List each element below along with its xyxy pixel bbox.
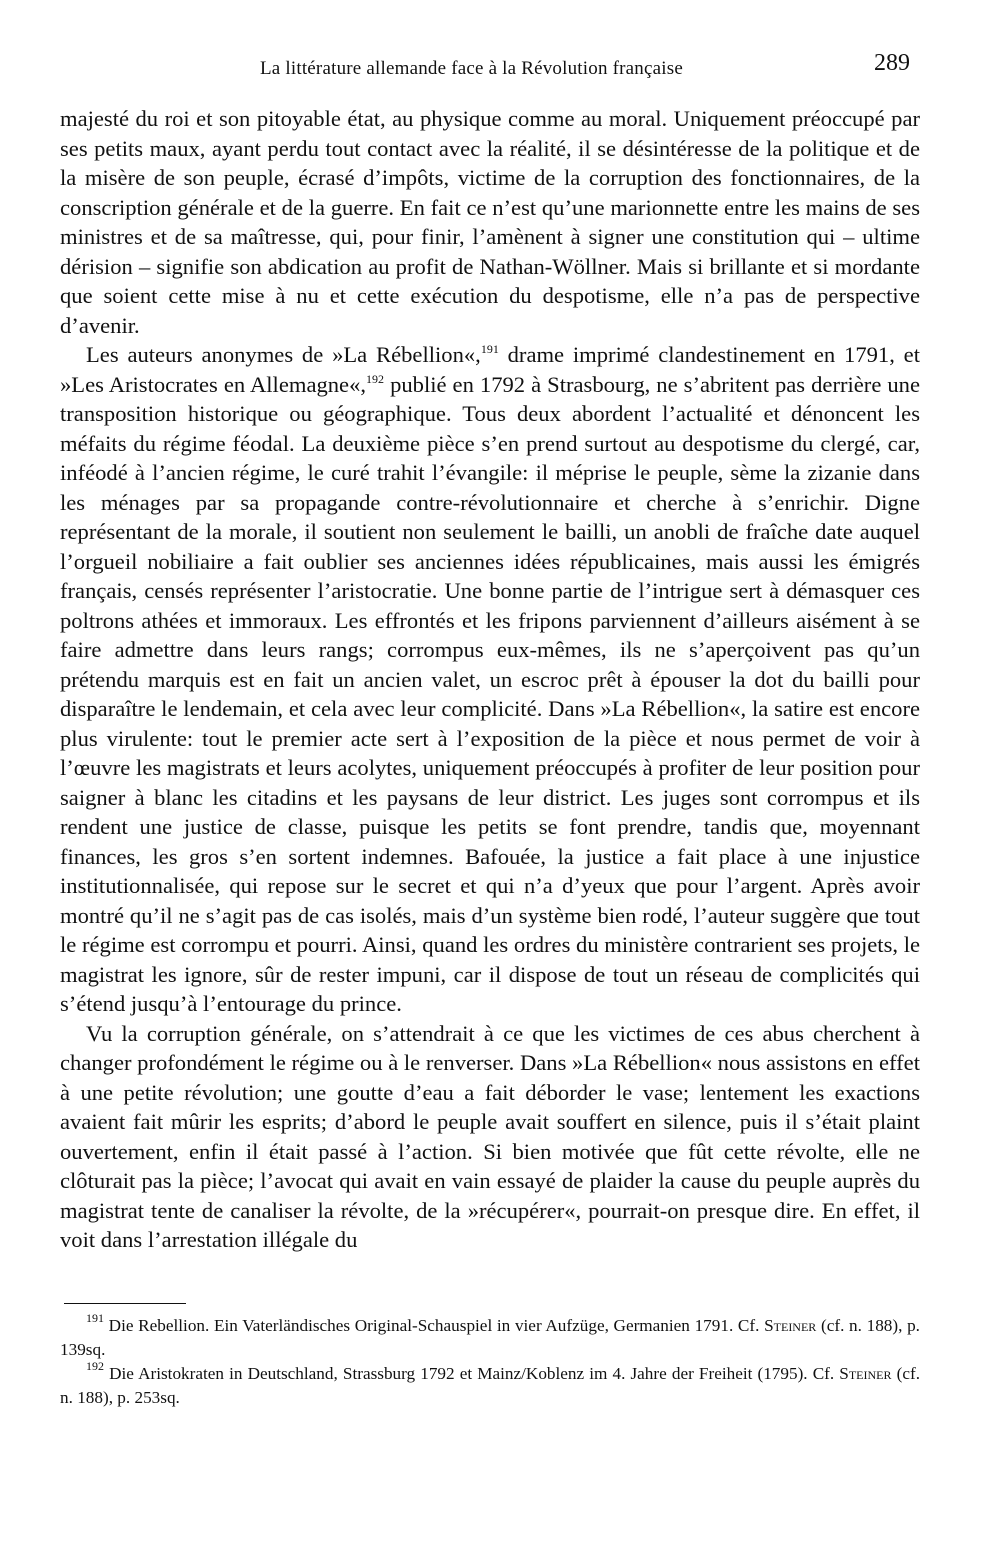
main-text <box>60 104 920 1255</box>
paragraph-2 <box>60 340 920 1019</box>
footnote-192-author: Steiner <box>839 1364 892 1383</box>
paragraph-1: majesté du roi et son pitoyable état, au physique comme au moral. Uniquement préoccupé par ses petits maux, ayant perdu tout contact avec la réalité, il se désintéresse de la politique et de la misère de son peuple, écrasé d’impôts, victime de la corruption des fonctionnaires, de la conscription générale et de la guerre. En fait ce n’est qu’une marionnette entre les mains de ses ministres et de sa maîtresse, qui, pour finir, l’amènent à signer une constitution qui – ultime dérision – signifie son abdication au profit de Nathan-Wöllner. Mais si brillante et si mordante que soient cette mise à nu et cette exécution du despotisme, elle n’a pas de perspective d’avenir. <box>60 106 920 338</box>
footnote-191-ref: (cf. n. 188), p. 139sq. <box>60 1316 920 1359</box>
footnote-number-192: 192 <box>86 1359 104 1373</box>
footnote-ref-192: 192 <box>366 371 385 386</box>
running-title: La littérature allemande face à la Révolution française <box>260 58 683 79</box>
paragraph-2-part-b: drame imprimé clandestinement en 1791, et »Les Aristocrates en Allemagne«, <box>60 342 920 397</box>
footnote-191 <box>60 1311 920 1362</box>
footnote-191-text: Die Rebellion. Ein Vaterländisches Original-Schauspiel in vier Aufzüge, Germanien 1791. Cf. <box>104 1316 765 1335</box>
footnote-192-text: Die Aristokraten in Deutschland, Strassburg 1792 et Mainz/Koblenz im 4. Jahre der Freiheit (1795). Cf. <box>104 1364 840 1383</box>
footnote-ref-191: 191 <box>480 342 499 356</box>
page-number: 289 <box>874 50 910 76</box>
footnotes <box>60 1311 920 1410</box>
paragraph-2-part-c: publié en 1792 à Strasbourg, ne s’abritent pas derrière une transposition historique ou géographique. Tous deux abordent l’actualité et dénoncent les méfaits du régime féodal. La deuxième pièce s’en prend surtout au despotisme du clergé, car, inféodé à l’ancien régime, le curé trahit l’évangile: il méprise le peuple, sème la zizanie dans les ménages par sa propagande contre-révolutionnaire et cherche à s’enrichir. Digne représentant de la morale, il soutient non seulement le bailli, un anobli de fraîche date auquel l’orgueil nobiliaire a fait oublier ses anciennes idées républicaines, mais aussi les émigrés français, censés représenter l’aristocratie. Une bonne partie de l’intrigue sert à démasquer ces poltrons athées et immoraux. Les effrontés et les fripons parviennent d’ailleurs aisément à se faire admettre dans leurs rangs; corrompus eux-mêmes, ils ne s’aperçoivent pas qu’un prétendu marquis est en fait un ancien valet, un escroc prêt à épouser la dot du bailli pour disparaître le lendemain, et cela avec leur complicité. Dans »La Rébellion«, la satire est encore plus virulente: tout le premier acte sert à l’exposition de la pièce et nous permet de voir à l’œuvre les magistrats et leurs acolytes, uniquement préoccupés à profiter de leur position pour saigner à blanc les citadins et les paysans de leur district. Les juges sont corrompus et ils rendent une justice de classe, puisque les petits se font prendre, tandis que, moyennant finances, les gros s’en sortent indemnes. Bafouée, la justice a fait place à une injustice institutionnalisée, qui repose sur le secret et qui n’a d’yeux que pour l’argent. Après avoir montré qu’il ne s’agit pas de cas isolés, mais d’un système bien rodé, l’auteur suggère que tout le régime est corrompu et pourri. Ainsi, quand les ordres du ministère contrarient ses projets, le magistrat les ignore, sûr de rester impuni, car il dispose de tout un réseau de complicités qui s’étend jusqu’à l’entourage du prince. <box>60 371 920 1016</box>
footnote-191-author: Steiner <box>764 1316 817 1335</box>
footnote-number-191: 191 <box>86 1311 104 1325</box>
footnote-192-ref: (cf. n. 188), p. 253sq. <box>60 1364 920 1407</box>
paragraph-3: Vu la corruption générale, on s’attendrait à ce que les victimes de ces abus cherchent à changer profondément le régime ou à le renverser. Dans »La Rébellion« nous assistons en effet à une petite révolution; une goutte d’eau a fait déborder le vase; lentement les exactions avaient fait mûrir les esprits; d’abord le peuple avait souffert en silence, puis il s’était plaint ouvertement, enfin il était passé à l’action. Si bien motivée que fût cette révolte, elle ne clôturait pas la pièce; l’avocat qui avait en vain essayé de plaider la cause du peuple auprès du magistrat tente de canaliser la révolte, de la »récupérer«, pourrait-on presque dire. En effet, il voit dans l’arrestation illégale du <box>60 1020 920 1252</box>
paragraph-2-part-a: Les auteurs anonymes de »La Rébellion«, <box>86 342 481 367</box>
page-header <box>60 50 920 82</box>
footnote-192 <box>60 1359 920 1410</box>
footnote-separator <box>64 1303 186 1304</box>
